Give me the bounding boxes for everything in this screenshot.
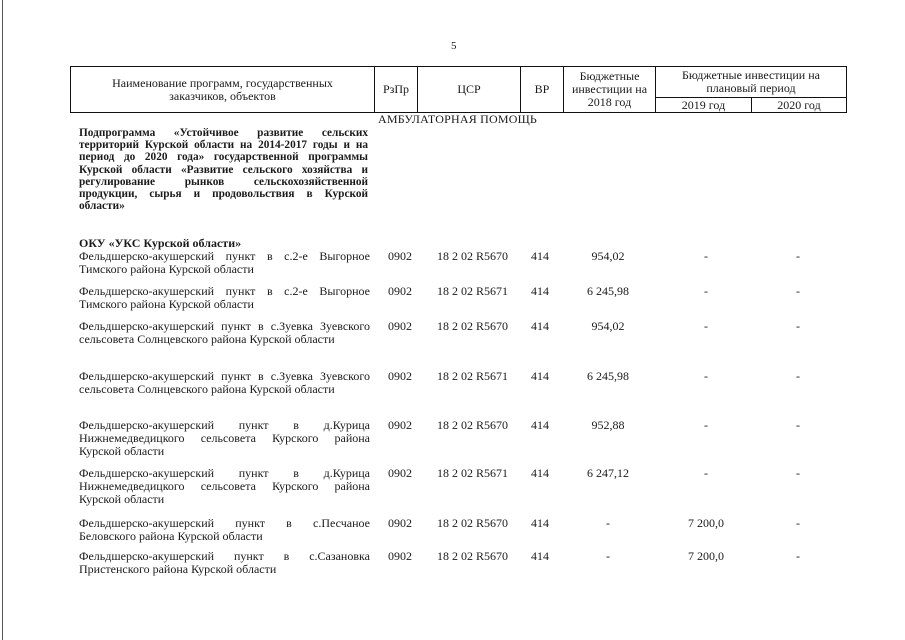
cell-vr: 414	[531, 369, 549, 383]
cell-investment-2019: -	[704, 418, 708, 432]
cell-vr: 414	[531, 284, 549, 298]
cell-rzpr: 0902	[388, 249, 412, 263]
cell-csr: 18 2 02 R5670	[436, 319, 508, 333]
cell-csr: 18 2 02 R5670	[436, 249, 508, 263]
object-name: Фельдшерско-акушерский пункт в с.Зуевка Зуевского сельсовета Солнцевского района Курской области	[79, 369, 370, 396]
cell-investment-2018: 6 245,98	[587, 369, 629, 383]
header-vr: ВР	[521, 67, 564, 113]
cell-investment-2018: 6 245,98	[587, 284, 629, 298]
object-name: Фельдшерско-акушерский пункт в д.Курица Нижнемедведицкого сельсовета Курского района Курской области	[79, 466, 370, 506]
cell-rzpr: 0902	[388, 369, 412, 383]
cell-csr: 18 2 02 R5671	[436, 369, 508, 383]
cell-rzpr: 0902	[388, 418, 412, 432]
cell-rzpr: 0902	[388, 466, 412, 480]
object-name: Фельдшерско-акушерский пункт в с.2-е Выгорное Тимского района Курской области	[79, 284, 370, 311]
cell-investment-2018: 954,02	[591, 249, 625, 263]
cell-investment-2018: 954,02	[591, 319, 625, 333]
cell-vr: 414	[531, 466, 549, 480]
cell-investment-2020: -	[796, 319, 800, 333]
cell-investment-2019: -	[704, 249, 708, 263]
cell-investment-2018: -	[606, 549, 610, 563]
cell-csr: 18 2 02 R5671	[436, 466, 508, 480]
table-header	[70, 66, 847, 113]
cell-investment-2019: 7 200,0	[688, 516, 724, 530]
cell-investment-2019: 7 200,0	[688, 549, 724, 563]
cell-investment-2019: -	[704, 284, 708, 298]
cell-investment-2019: -	[704, 369, 708, 383]
object-name: Фельдшерско-акушерский пункт в с.Сазановка Пристенского района Курской области	[79, 549, 370, 576]
cell-csr: 18 2 02 R5670	[436, 516, 508, 530]
header-csr: ЦСР	[418, 67, 521, 113]
cell-vr: 414	[531, 418, 549, 432]
cell-rzpr: 0902	[388, 284, 412, 298]
cell-vr: 414	[531, 516, 549, 530]
object-name: Фельдшерско-акушерский пункт в с.2-е Выгорное Тимского района Курской области	[79, 249, 370, 276]
cell-investment-2020: -	[796, 369, 800, 383]
cell-investment-2018: -	[606, 516, 610, 530]
cell-investment-2020: -	[796, 249, 800, 263]
header-rzpr: РзПр	[375, 67, 418, 113]
page-margin-line	[2, 0, 3, 640]
cell-csr: 18 2 02 R5670	[436, 549, 508, 563]
cell-vr: 414	[531, 249, 549, 263]
header-2020: 2020 год	[752, 98, 847, 113]
cell-investment-2019: -	[704, 466, 708, 480]
page-number: 5	[451, 40, 457, 52]
cell-rzpr: 0902	[388, 516, 412, 530]
section-title: АМБУЛАТОРНАЯ ПОМОЩЬ	[378, 112, 538, 126]
cell-vr: 414	[531, 319, 549, 333]
cell-investment-2020: -	[796, 549, 800, 563]
cell-investment-2018: 952,88	[591, 418, 625, 432]
cell-rzpr: 0902	[388, 319, 412, 333]
header-2019: 2019 год	[656, 98, 752, 113]
header-planned-period: Бюджетные инвестиции на плановый период	[656, 67, 847, 98]
cell-csr: 18 2 02 R5670	[436, 418, 508, 432]
cell-investment-2018: 6 247,12	[587, 466, 629, 480]
object-name: Фельдшерско-акушерский пункт в д.Курица Нижнемедведицкого сельсовета Курского района Курской области	[79, 418, 370, 458]
header-name: Наименование программ, государственных заказчиков, объектов	[71, 67, 375, 113]
subprogram-title: Подпрограмма «Устойчивое развитие сельских территорий Курской области на 2014-2017 годы и на период до 2020 года» государственной программы Курской области «Развитие сельского хозяйства и регулирование рынков сельскохозяйственной продукции, сырья и продовольствия в Курской области»	[79, 127, 368, 213]
cell-investment-2020: -	[796, 516, 800, 530]
object-name: Фельдшерско-акушерский пункт в с.Зуевка Зуевского сельсовета Солнцевского района Курской области	[79, 319, 370, 346]
cell-investment-2019: -	[704, 319, 708, 333]
cell-investment-2020: -	[796, 466, 800, 480]
object-name: Фельдшерско-акушерский пункт в с.Песчаное Беловского района Курской области	[79, 516, 370, 543]
state-customer: ОКУ «УКС Курской области»	[79, 236, 242, 250]
cell-csr: 18 2 02 R5671	[436, 284, 508, 298]
cell-rzpr: 0902	[388, 549, 412, 563]
header-budget-2018: Бюджетные инвестиции на 2018 год	[564, 67, 656, 113]
cell-investment-2020: -	[796, 418, 800, 432]
cell-vr: 414	[531, 549, 549, 563]
cell-investment-2020: -	[796, 284, 800, 298]
